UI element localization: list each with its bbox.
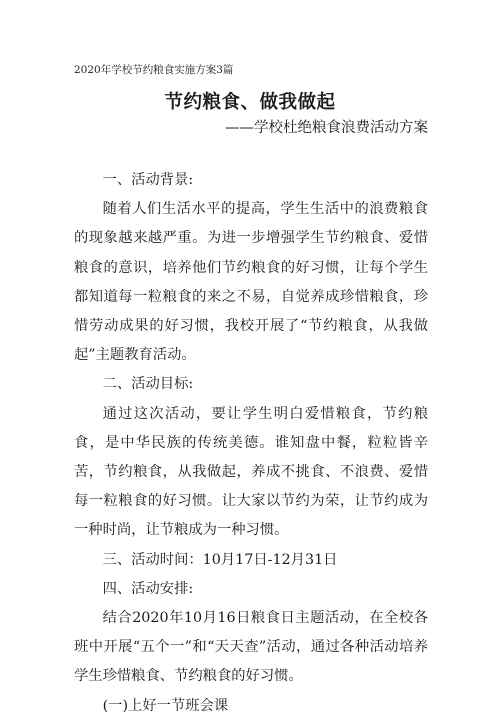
paragraph-background: 随着人们生活水平的提高，学生生活中的浪费粮食的现象越来越严重。为进一步增强学生节约粮食、爱惜粮食的意识，培养他们节约粮食的好习惯，让每个学生都知道每一粒粮食的来之不易，自觉养成珍惜粮食，珍惜劳动成果的好习惯，我校开展了“节约粮食，从我做起”主题教育活动。 <box>74 201 428 364</box>
section-heading-background: 一、活动背景: <box>102 172 194 188</box>
section-heading-time: 三、活动时间：10月17日-12月31日 <box>102 551 338 568</box>
section-heading-goal: 二、活动目标: <box>102 376 194 393</box>
section-heading-arrangement: 四、活动安排: <box>102 580 194 597</box>
subsection-heading-one: (一)上好一节班会课 <box>102 697 229 714</box>
page-title: 节约粮食、做我做起 <box>164 92 336 113</box>
page-subtitle: ——学校杜绝粮食浪费活动方案 <box>225 120 428 136</box>
paragraph-arrangement: 结合2020年10月16日粮食日主题活动，在全校各班中开展“五个一”和“天天查”活动，通过各种活动培养学生珍惜粮食、节约粮食的好习惯。 <box>74 610 428 685</box>
paragraph-goal: 通过这次活动，要让学生明白爱惜粮食，节约粮食，是中华民族的传统美德。谁知盘中餐，粒粒皆辛苦，节约粮食，从我做起，养成不挑食、不浪费、爱惜每一粒粮食的好习惯。让大家以节约为荣，让节约成为一种时尚，让节粮成为一种习惯。 <box>74 405 428 539</box>
document-header: 2020年学校节约粮食实施方案3篇 <box>74 64 234 76</box>
document-body <box>74 166 428 721</box>
